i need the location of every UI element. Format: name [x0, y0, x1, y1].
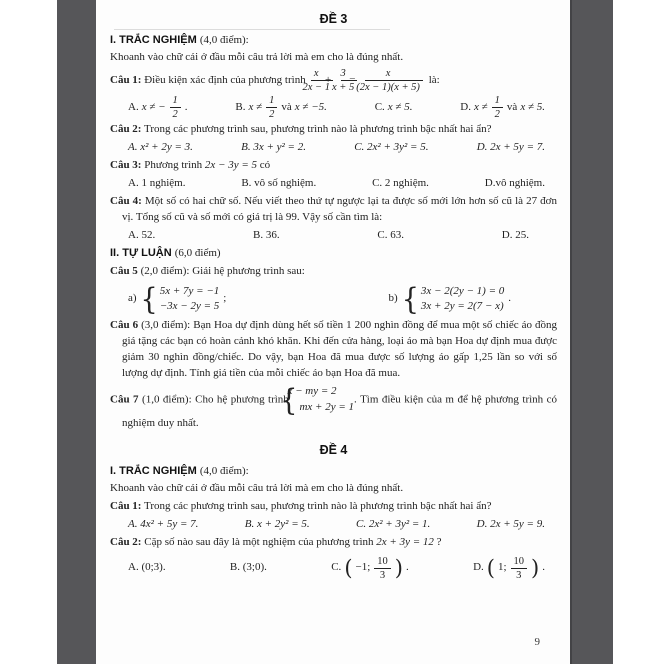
option-c: C. 2x² + 3y² = 1. [356, 517, 431, 530]
photo-backdrop-left [57, 0, 98, 664]
question-text: Trong các phương trình sau, phương trình nào là phương trình bậc nhất hai ẩn? [144, 123, 492, 136]
de4-q2 [110, 535, 557, 551]
de3-q5-systems [110, 284, 557, 316]
question-text: Cặp số nào sau đây là một nghiệm của phương trình [144, 535, 374, 548]
equation-line: 3x − 2(2y − 1) = 0 [420, 284, 505, 297]
option-math: x ≠ −5. [294, 100, 327, 113]
section-points: (6,0 điểm) [174, 246, 221, 259]
de3-q1-options [110, 95, 557, 120]
de3-trac-nghiem-heading [110, 33, 557, 49]
option-letter: A. [128, 100, 139, 113]
question-label: Câu 7 [110, 393, 139, 406]
photo-backdrop-right [570, 0, 613, 664]
de4-q1-options [110, 517, 557, 533]
de4-title: ĐỀ 4 [319, 442, 348, 457]
question-label: Câu 2: [110, 123, 142, 136]
punctuation: ; [223, 292, 227, 305]
punctuation: . [542, 561, 545, 574]
option-letter: C. [374, 100, 385, 113]
option-d: D. 2x + 5y = 9. [476, 517, 545, 530]
equation-line: x − my = 2 [287, 385, 337, 398]
option-letter: C. [331, 561, 342, 574]
open-paren: ( [344, 555, 353, 580]
punctuation: . [508, 292, 511, 305]
option-b [235, 95, 327, 120]
option-b: B. 36. [253, 228, 280, 241]
close-paren: ) [531, 555, 540, 580]
exam-paper-sheet [96, 0, 570, 664]
de4-q1 [110, 499, 557, 515]
fraction-numerator: x [365, 68, 423, 81]
fraction-denominator: 2x − 1 [302, 82, 330, 94]
system-b [389, 284, 511, 316]
fraction [511, 556, 528, 581]
equation-system [141, 284, 220, 316]
fraction [492, 95, 503, 120]
question-points: (2,0 điểm): [140, 264, 190, 277]
section-heading-text: I. TRẮC NGHIỆM [110, 465, 197, 478]
fraction-numerator: 10 [374, 556, 391, 569]
option-a: A. 1 nghiệm. [128, 176, 186, 189]
de3-title: ĐỀ 3 [319, 12, 348, 26]
brace-glyph: { [280, 382, 298, 418]
option-d: D.vô nghiệm. [484, 176, 545, 189]
equation: $\frac{x}{2x - 1}$ + $\frac{3}{x + 5}$ = $\frac{x}{(2x - 1)(x + 5)}$ [310, 68, 423, 93]
section-points: (4,0 điểm): [199, 34, 249, 47]
de3-q2-options [110, 140, 557, 156]
fraction-numerator: 1 [170, 95, 181, 108]
de3-q6 [110, 318, 557, 382]
option-d [473, 556, 545, 581]
scan-artifact-line [114, 29, 390, 30]
fraction-denominator: (2x − 1)(x + 5) [356, 82, 420, 94]
page-number: 9 [534, 636, 540, 649]
de3-q4-options [110, 228, 557, 244]
equation-line: mx + 2y = 1 [299, 401, 355, 414]
question-math: 2x + 3y = 12 [376, 535, 434, 548]
option-math: x ≠ 5. [387, 100, 413, 113]
option-math: x ≠ 5. [520, 100, 545, 113]
question-text: Phương trình [144, 158, 203, 171]
option-d: D. 25. [501, 228, 529, 241]
de3-q1 [110, 68, 557, 93]
question-text-after: ? [436, 535, 442, 548]
option-c [331, 556, 409, 581]
fraction-denominator: 3 [516, 569, 522, 581]
de3-q3 [110, 158, 557, 174]
question-text: Giải hệ phương trình sau: [192, 264, 305, 277]
de3-instruction: Khoanh vào chữ cái ở đầu mỗi câu trả lời mà em cho là đúng nhất. [110, 51, 404, 64]
fraction [266, 95, 277, 120]
option-letter: D. [460, 100, 471, 113]
option-c: C. 2x² + 3y² = 5. [354, 141, 429, 153]
de3-q2 [110, 122, 557, 138]
brace-glyph: { [140, 282, 158, 317]
section-heading-text: II. TỰ LUẬN [110, 246, 172, 259]
equation-line: −3x − 2y = 5 [159, 300, 220, 313]
section-heading-text: I. TRẮC NGHIỆM [110, 34, 197, 47]
question-points: (3,0 điểm): [141, 319, 191, 332]
de3-q7 [110, 384, 557, 432]
fraction-denominator: 3 [379, 569, 386, 581]
option-b: B. 3x + y² = 2. [241, 141, 306, 153]
option-letter: D. [473, 561, 484, 574]
option-a: A. 52. [128, 228, 156, 241]
question-label: Câu 6 [110, 319, 139, 332]
fraction-denominator: 2 [494, 109, 500, 121]
fraction [374, 556, 391, 581]
question-text-after: . Tìm điều kiện của m để hệ phương trình có nghiệm duy nhất. [122, 393, 558, 429]
option-a [128, 95, 188, 120]
fraction-numerator: 1 [492, 95, 503, 108]
de4-q2-options [110, 556, 557, 581]
question-label: Câu 5 [110, 264, 138, 277]
option-text: và [281, 100, 292, 113]
option-letter: B. [235, 100, 246, 113]
fraction-denominator: 2 [269, 109, 275, 121]
option-a: A. x² + 2y = 3. [128, 141, 193, 153]
question-text: Điều kiện xác định của phương trình [144, 74, 306, 87]
equation-system [280, 382, 355, 418]
de3-q4 [110, 194, 557, 226]
fraction-denominator: x + 5 [331, 82, 355, 94]
equation-line: 3x + 2y = 2(7 − x) [420, 300, 504, 313]
fraction [170, 95, 181, 120]
option-c: C. 2 nghiệm. [372, 176, 429, 189]
question-text: Một số có hai chữ số. Nếu viết theo thứ tự ngược lại ta được số mới lớn hơn số cũ là 27 đơn vị. Tổng số cũ và số mới có giá trị là 99. Vậy số cần tìm là: [122, 194, 558, 223]
de4-instruction: Khoanh vào chữ cái ở đầu mỗi câu trả lời mà em cho là đúng nhất. [110, 482, 404, 494]
question-text: Cho hệ phương trình [195, 393, 289, 406]
question-label: Câu 3: [110, 158, 142, 171]
option-d [460, 95, 545, 120]
option-c [375, 100, 413, 116]
fraction-denominator: 2 [172, 109, 178, 121]
option-text: và [506, 100, 518, 113]
de3-q3-options [110, 176, 557, 192]
option-c: C. 63. [377, 228, 404, 241]
item-label: a) [128, 292, 137, 305]
option-math: x ≠ − [141, 100, 166, 113]
close-paren: ) [394, 555, 403, 580]
option-b: B. vô số nghiệm. [241, 176, 317, 189]
fraction-numerator: 10 [511, 556, 528, 569]
question-text-after: có [259, 158, 271, 171]
fraction-numerator: x [311, 68, 333, 81]
punctuation: . [405, 561, 409, 574]
question-label: Câu 1: [110, 499, 142, 512]
de3-tu-luan-heading [110, 246, 557, 262]
section-points: (4,0 điểm): [199, 465, 249, 478]
open-paren: ( [486, 555, 495, 580]
item-label: b) [388, 292, 398, 305]
de3-q5 [110, 264, 557, 280]
option-math: −1; [355, 561, 371, 574]
option-b: B. x + 2y² = 5. [244, 517, 310, 530]
question-points: (1,0 điểm): [142, 393, 192, 406]
system-a [128, 284, 226, 316]
option-b: B. (3;0). [229, 561, 267, 574]
question-label: Câu 1: [110, 74, 142, 87]
equation-system [402, 284, 505, 316]
question-text: Trong các phương trình sau, phương trình nào là phương trình bậc nhất hai ẩn? [144, 499, 492, 512]
equation-line: 5x + 7y = −1 [159, 284, 220, 297]
question-math: 2x − 3y = 5 [204, 158, 258, 171]
option-a: A. 4x² + 5y = 7. [128, 517, 199, 530]
question-label: Câu 4: [110, 194, 142, 207]
option-d: D. 2x + 5y = 7. [476, 141, 545, 153]
fraction-numerator: 1 [266, 95, 277, 108]
fraction-numerator: 3 [341, 68, 357, 81]
option-math: x ≠ [248, 100, 263, 113]
de4-trac-nghiem-heading [110, 464, 557, 480]
question-text: Bạn Hoa dự định dùng hết số tiền 1 200 nghìn đồng để mua một số chiếc áo đồng giá tặng các bạn có hoàn cảnh khó khăn. Khi đến cửa hàng, loại áo mà bạn Hoa dự định mua được giảm 30 nghìn đồng/chiếc. Do vậy, bạn Hoa đã mua được số lượng áo gấp 1,25 lần so với số lượng dự định. Tính giá tiền của mỗi chiếc áo bạn Hoa đã mua. [122, 319, 558, 380]
brace-glyph: { [401, 282, 419, 317]
question-label: Câu 2: [110, 535, 142, 548]
option-math: x ≠ [474, 100, 488, 113]
option-math: . [184, 100, 188, 113]
question-text-after: là: [428, 74, 440, 87]
option-math: 1; [497, 561, 507, 574]
option-a: A. (0;3). [128, 561, 166, 574]
